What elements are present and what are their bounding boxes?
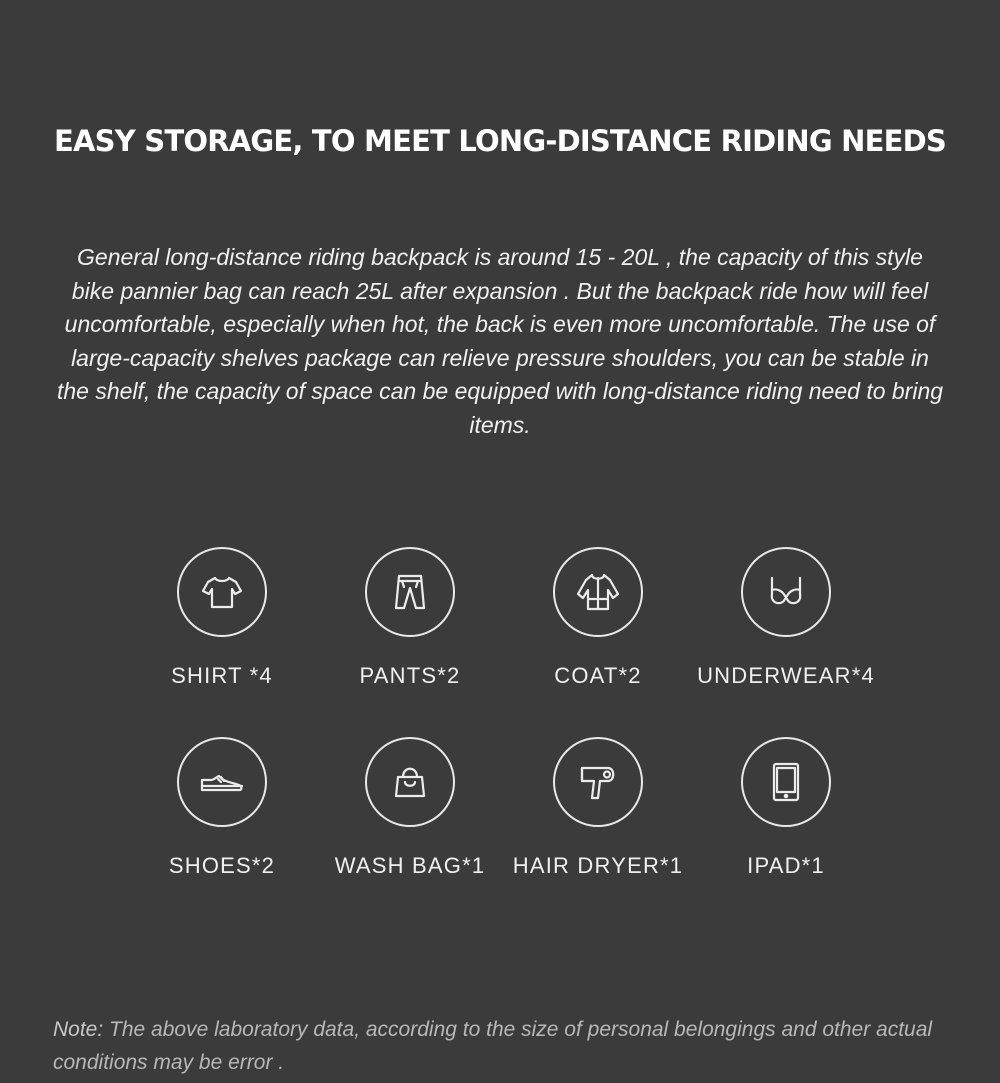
shoe-icon — [177, 737, 267, 827]
item-shirt — [122, 547, 322, 689]
shirt-icon — [177, 547, 267, 637]
item-coat — [498, 547, 698, 689]
item-label: SHIRT *4 — [171, 663, 273, 688]
item-ipad — [686, 737, 886, 879]
item-underwear — [686, 547, 886, 689]
coat-icon — [553, 547, 643, 637]
description-paragraph: General long-distance riding backpack is around 15 - 20L , the capacity of this style bike pannier bag can reach 25L after expansion . But the backpack ride how will feel uncomfortable, especially when hot, the back is even more uncomfortable. The use of large-capacity shelves package can relieve pressure shoulders, you can be stable in the shelf, the capacity of space can be equipped with long-distance riding need to bring items. — [56, 244, 944, 438]
note-label: Note: — [53, 1018, 104, 1041]
item-label: UNDERWEAR*4 — [697, 663, 875, 688]
item-label: WASH BAG*1 — [334, 853, 486, 878]
pants-icon — [365, 547, 455, 637]
bag-icon — [365, 737, 455, 827]
disclaimer-note — [53, 1013, 953, 1079]
item-label: COAT*2 — [554, 663, 642, 688]
item-label: PANTS*2 — [359, 663, 461, 688]
item-shoes — [122, 737, 322, 879]
item-label: IPAD*1 — [747, 853, 825, 878]
hair-dryer-icon — [553, 737, 643, 827]
item-label: HAIR DRYER*1 — [512, 853, 684, 878]
item-hair-dryer — [498, 737, 698, 879]
note-text: The above laboratory data, according to the size of personal belongings and other actual conditions may be error . — [53, 1018, 933, 1074]
bra-icon — [741, 547, 831, 637]
tablet-icon — [741, 737, 831, 827]
item-wash-bag — [310, 737, 510, 879]
item-pants — [310, 547, 510, 689]
item-label: SHOES*2 — [168, 853, 276, 878]
page-title: EASY STORAGE, TO MEET LONG-DISTANCE RIDING NEEDS — [54, 124, 946, 159]
